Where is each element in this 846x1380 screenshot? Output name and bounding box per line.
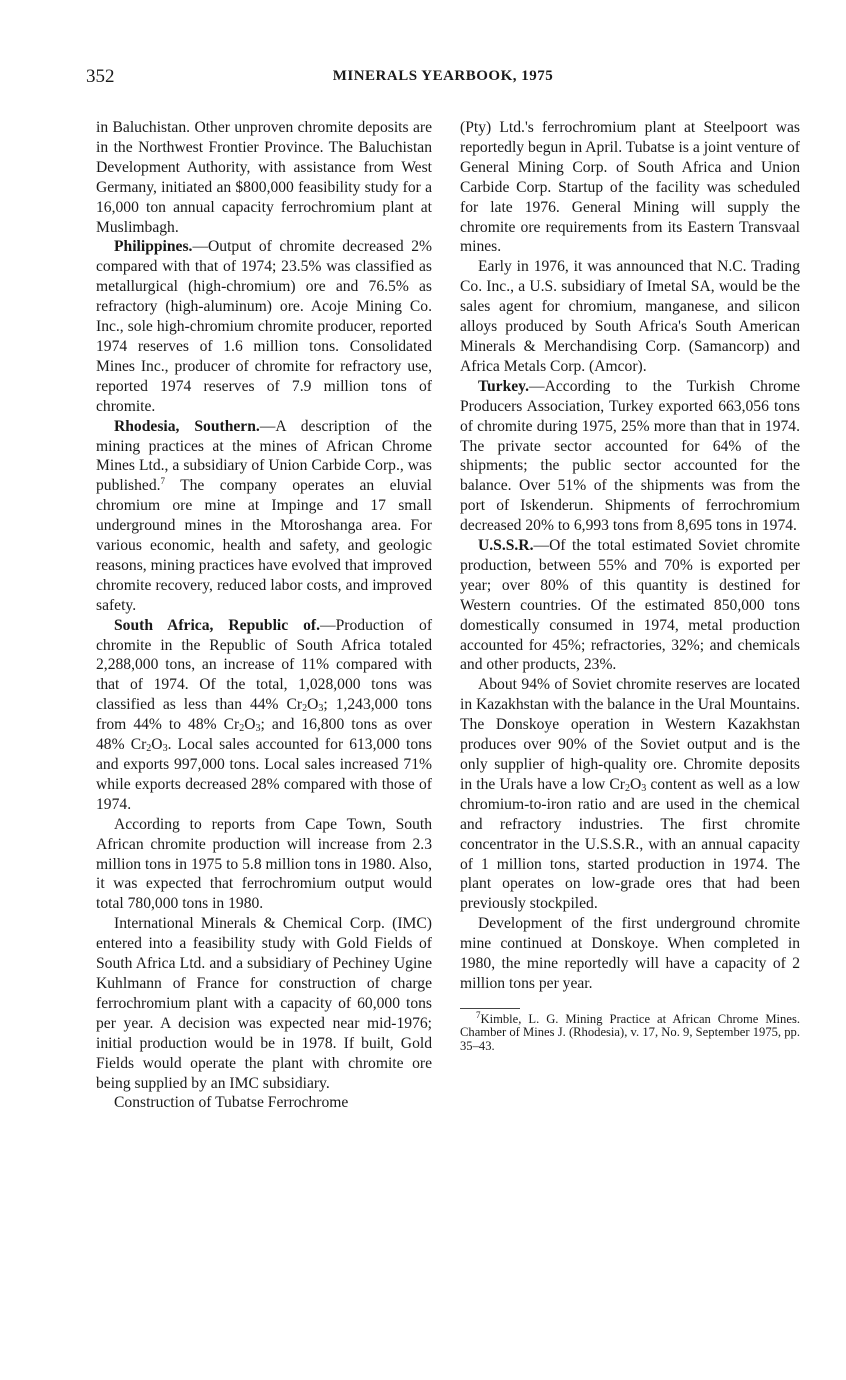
paragraph-imc: International Minerals & Chemical Corp. (IMC) entered into a feasibility study with Gold Fields of South Africa Ltd. and a subsidiary of Pechiney Ugine Kuhlmann of France for construction of charge ferrochromium plant with a capacity of 60,000 tons per year. A decision was expected near mid-1976; initial production would be in 1978. If built, Gold Fields would operate the plant with chromite ore being supplied by an IMC subsidiary. — [96, 915, 432, 1092]
subscript: 3 — [162, 743, 168, 755]
running-head: MINERALS YEARBOOK, 1975 — [332, 68, 554, 84]
paragraph-baluchistan: in Baluchistan. Other unproven chromite deposits are in the Northwest Frontier Province. The Baluchistan Development Authority, with assistance from West Germany, initiated an $800,000 feasibility study for a 16,000 ton annual capacity ferrochromium plant at Muslimbagh. — [96, 119, 432, 236]
subscript: 2 — [146, 743, 152, 755]
subscript: 2 — [302, 703, 308, 715]
subscript: 3 — [641, 782, 647, 794]
subscript: 2 — [239, 723, 245, 735]
paragraph-turkey — [460, 377, 800, 536]
paragraph-soviet-reserves — [460, 675, 800, 914]
footnote-ref: 7 — [160, 476, 166, 487]
text-rhodesia-b: The company operates an eluvial chromium ore mine at Impinge and 17 small underground mines in the Mtoroshanga area. For various economic, health and safety, and geologic reasons, mining practices have evolved that improved chromite recovery, reduced labor costs, and improved safety. — [96, 477, 432, 614]
heading-south-africa: South Africa, Republic of. — [114, 616, 321, 634]
heading-rhodesia: Rhodesia, Southern. — [114, 417, 260, 435]
paragraph-tubatse-cont: (Pty) Ltd.'s ferrochromium plant at Steelpoort was reportedly begun in April. Tubatse is a joint venture of General Mining Corp. of South Africa and Union Carbide Corp. Startup of the facility was scheduled for late 1976. General Mining will supply the chromite ore requirements from its Eastern Transvaal mines. — [460, 119, 800, 256]
paragraph-development: Development of the first underground chromite mine continued at Donskoye. When completed in 1980, the mine reportedly will have a capacity of 2 million tons per year. — [460, 915, 800, 992]
text-turkey: —According to the Turkish Chrome Producers Association, Turkey exported 663,056 tons of chromite during 1975, 25% more than that in 1974. The private sector accounted for 64% of the shipments; the public sector accounted for the balance. Over 51% of the shipments was from the port of Iskenderun. Shipments of ferrochromium decreased 20% to 6,993 tons from 8,695 tons in 1974. — [460, 377, 800, 535]
text-rhodesia-a: —A description of the mining practices at the mines of African Chrome Mines Ltd., a subsidiary of Union Carbide Corp., was published. — [96, 417, 432, 495]
text-sa-2: O — [307, 696, 319, 714]
paragraph-nc-trading: Early in 1976, it was announced that N.C. Trading Co. Inc., a U.S. subsidiary of Imetal SA, would be the sales agent for chromium, manganese, and silicon alloys produced by South Africa's South American Minerals & Merchandising Corp. (Samancorp) and Africa Metals Corp. (Amcor). — [460, 258, 800, 375]
text-ussr: —Of the total estimated Soviet chromite production, between 55% and 70% is exported per year; over 80% of this quantity is destined for Western countries. Of the estimated 850,000 tons domestically consumed in 1974, metal production accounted for 45%; refractories, 32%; and chemicals and other products, 23%. — [460, 537, 800, 674]
subscript: 3 — [318, 703, 324, 715]
footnote-number: 7 — [476, 1009, 481, 1020]
text-sa-6: O — [151, 736, 163, 754]
text-sa-5: ; and 16,800 tons as over 48% Cr — [96, 716, 432, 754]
paragraph-ussr — [460, 536, 800, 675]
paragraph-south-africa — [96, 616, 432, 815]
paragraph-rhodesia — [96, 417, 432, 616]
footnote-rule — [460, 1008, 520, 1009]
text-sa-7: . Local sales accounted for 613,000 tons and exports 997,000 tons. Local sales increased 71% while exports decreased 28% compared with those of 1974. — [96, 736, 432, 813]
text-sa-1: —Production of chromite in the Republic of South Africa totaled 2,288,000 tons, an increase of 11% compared with that of 1974. Of the total, 1,028,000 tons was classified as less than 44% Cr — [96, 616, 433, 714]
text-sa-3: ; 1,243,000 tons from 44% to 48% Cr — [96, 696, 432, 734]
paragraph-cape-town: According to reports from Cape Town, South African chromite production will increase from 2.3 million tons in 1975 to 5.8 million tons in 1980. Also, it was expected that ferrochromium output would total 780,000 tons in 1980. — [96, 815, 432, 913]
text-reserves-c: content as well as a low chromium-to-iron ratio and are used in the chemical and refractory industries. The first chromite concentrator in the U.S.S.R., with an annual capacity of 1 million tons, started production in 1974. The plant operates on low-grade ores that had been previously stockpiled. — [460, 775, 800, 913]
left-column — [96, 118, 432, 1113]
heading-philippines: Philippines. — [114, 238, 193, 256]
right-column — [460, 118, 800, 1053]
paragraph-tubatse: Construction of Tubatse Ferrochrome — [114, 1094, 349, 1112]
footnote — [460, 1009, 800, 1054]
subscript: 3 — [255, 723, 261, 735]
footnote-text: Kimble, L. G. Mining Practice at African Chrome Mines. Chamber of Mines J. (Rhodesia), v. 17, No. 9, September 1975, pp. 35–43. — [460, 1011, 800, 1053]
subscript: 2 — [625, 782, 630, 794]
paragraph-philippines — [96, 237, 432, 416]
text-reserves-b: O — [630, 775, 642, 793]
text-sa-4: O — [244, 716, 256, 734]
page-number: 352 — [86, 66, 115, 87]
text-philippines: —Output of chromite decreased 2% compared with that of 1974; 23.5% was classified as metallurgical (high-chromium) ore and 76.5% as refractory (high-aluminum) ore. Acoje Mining Co. Inc., sole high-chromium chromite producer, reported 1974 reserves of 1.6 million tons. Consolidated Mines Inc., producer of chromite for refractory use, reported 1974 reserves of 7.9 million tons of chromite. — [96, 238, 432, 415]
text-reserves-a: About 94% of Soviet chromite reserves are located in Kazakhstan with the balance in the Ural Mountains. The Donskoye operation in Western Kazakhstan produces over 90% of the Soviet output and is the only supplier of high-quality ore. Chromite deposits in the Urals have a low Cr — [460, 676, 800, 793]
heading-turkey: Turkey. — [478, 377, 529, 395]
heading-ussr: U.S.S.R. — [478, 537, 534, 555]
